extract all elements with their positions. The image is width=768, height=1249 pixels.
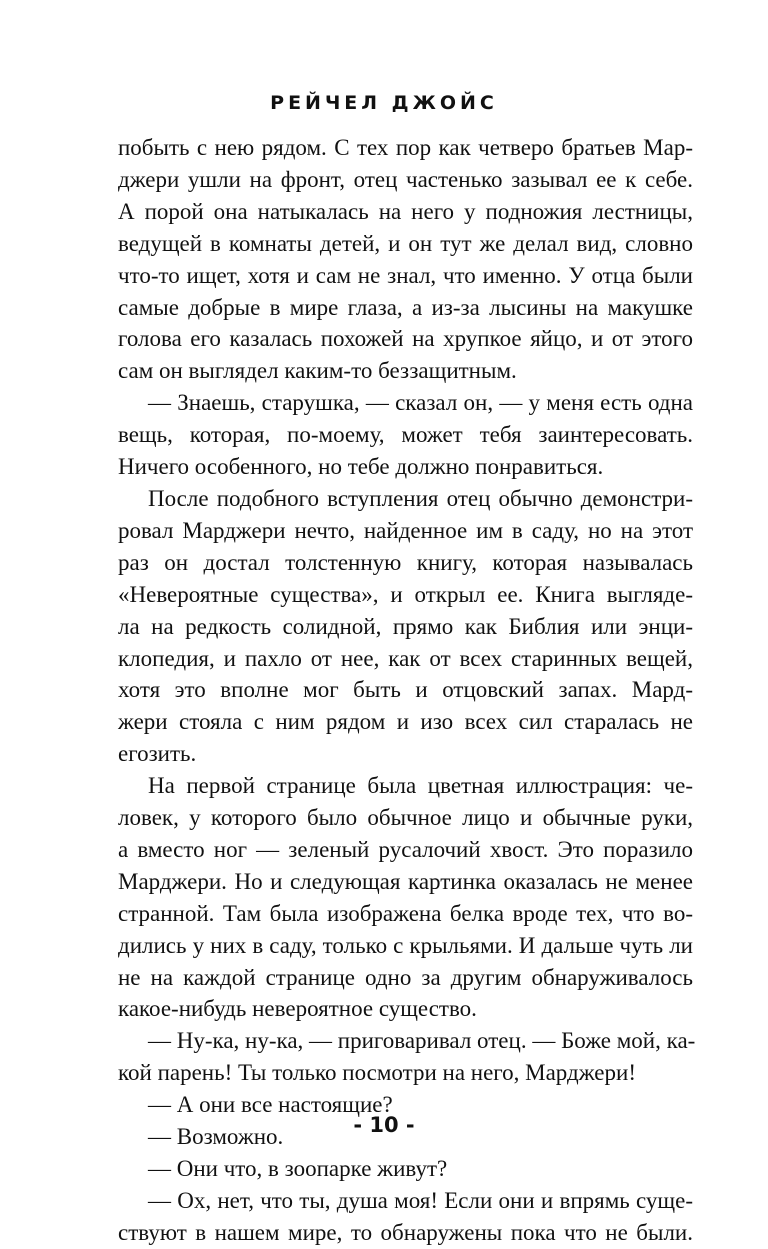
- text-line: хотя это вполне мог быть и отцовский запах. Мард-: [118, 677, 693, 703]
- running-header-author: РЕЙЧЕЛ ДЖОЙС: [270, 92, 498, 114]
- text-line: «Невероятные существа», и открыл ее. Книга выгляде-: [118, 581, 693, 607]
- text-line: После подобного вступления отец обычно демонстри-: [148, 485, 693, 511]
- text-line: ведущей в комнаты детей, и он тут же делал вид, словно: [118, 230, 693, 256]
- text-line: голова его казалась похожей на хрупкое яйцо, и от этого: [118, 326, 693, 352]
- text-line: А порой она натыкалась на него у подножия лестницы,: [118, 198, 693, 224]
- text-line: кой парень! Ты только посмотри на него, Марджери!: [118, 1060, 636, 1086]
- text-line: — Знаешь, старушка, — сказал он, — у меня есть одна: [148, 390, 693, 416]
- text-line: клопедия, и пахло от нее, как от всех старинных вещей,: [118, 645, 693, 671]
- text-line: странной. Там была изображена белка вроде тех, что во-: [118, 900, 693, 926]
- text-line: а вместо ног — зеленый русалочий хвост. Это поразило: [118, 836, 693, 862]
- text-line: вещь, которая, по-моему, может тебя заинтересовать.: [118, 422, 693, 448]
- text-line: самые добрые в мире глаза, а из-за лысины на макушке: [118, 294, 693, 320]
- page-number: - 10 -: [353, 1113, 415, 1137]
- text-line: — Возможно.: [148, 1124, 284, 1150]
- text-line: — Они что, в зоопарке живут?: [148, 1156, 448, 1181]
- text-line: джери ушли на фронт, отец частенько зазывал ее к себе.: [118, 166, 693, 192]
- body-text: [118, 132, 696, 1249]
- text-line: Ничего особенного, но тебе должно понравиться.: [118, 454, 604, 480]
- text-line: жери стояла с ним рядом и изо всех сил старалась не: [118, 709, 693, 735]
- text-line: — А они все настоящие?: [148, 1092, 393, 1118]
- text-line: не на каждой странице одно за другим обнаруживалось: [118, 964, 693, 990]
- text-line: ла на редкость солидной, прямо как Библия или энци-: [118, 613, 693, 639]
- text-line: — Ох, нет, что ты, душа моя! Если они и впрямь суще-: [148, 1187, 693, 1213]
- text-line: ровал Марджери нечто, найденное им в саду, но на этот: [118, 517, 693, 543]
- text-line: ловек, у которого было обычное лицо и обычные руки,: [118, 805, 693, 831]
- text-line: Марджери. Но и следующая картинка оказалась не менее: [118, 868, 693, 894]
- text-line: что-то ищет, хотя и сам не знал, что именно. У отца были: [118, 262, 693, 288]
- text-line: побыть с нею рядом. С тех пор как четверо братьев Мар-: [118, 135, 693, 160]
- text-line: раз он достал толстенную книгу, которая называлась: [118, 549, 693, 575]
- text-line: дились у них в саду, только с крыльями. И дальше чуть ли: [118, 932, 693, 958]
- text-line: сам он выглядел каким-то беззащитным.: [118, 358, 517, 384]
- text-line: какое-нибудь невероятное существо.: [118, 996, 477, 1022]
- text-line: егозить.: [118, 741, 197, 767]
- text-line: На первой странице была цветная иллюстрация: че-: [148, 773, 693, 799]
- text-line: — Ну-ка, ну-ка, — приговаривал отец. — Боже мой, ка-: [148, 1028, 696, 1054]
- text-line: ствуют в нашем мире, то обнаружены пока что не были.: [118, 1219, 693, 1245]
